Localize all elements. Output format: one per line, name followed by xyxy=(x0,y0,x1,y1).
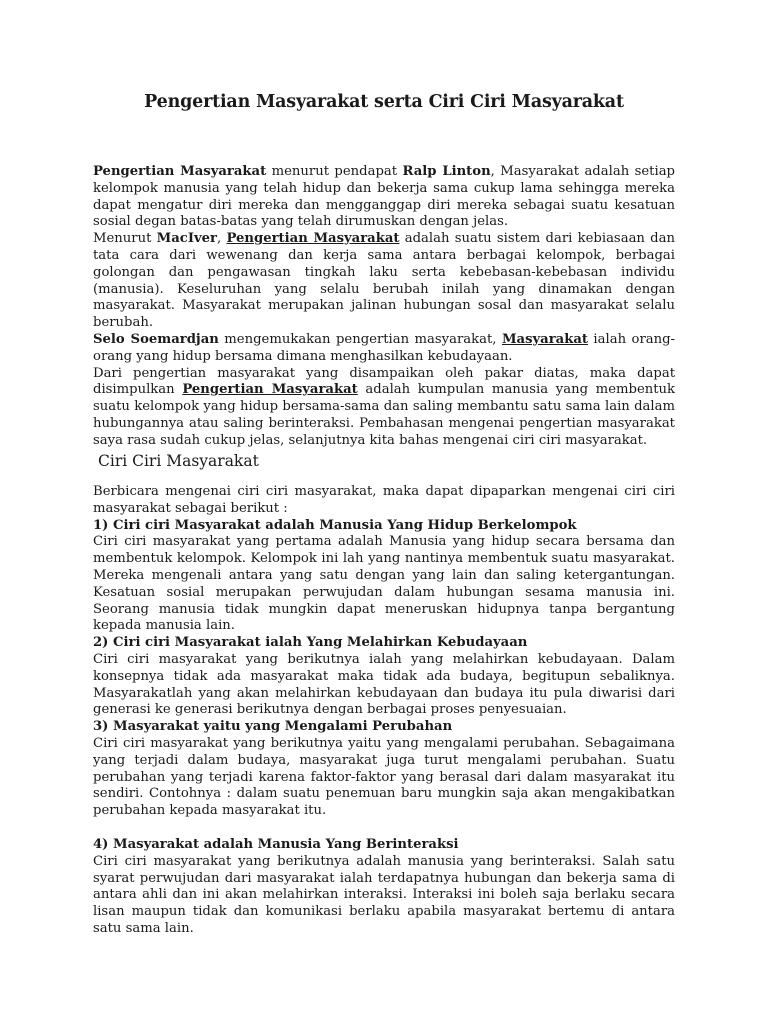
item-text-4: Ciri ciri masyarakat yang berikutnya adalah manusia yang berinteraksi. Salah satu syarat perwujudan dari masyarakat ialah terdapatnya hubungan dan bekerja sama di antara ahli dan ini akan melahirkan interaksi. Interaksi ini boleh saja berlaku secara lisan maupun tidak dan komunikasi berlaku apabila masyarakat bertemu di antara satu sama lain. xyxy=(93,853,675,936)
link-masyarakat[interactable]: Masyarakat xyxy=(501,331,588,347)
intro-p1-text-a: menurut pendapat xyxy=(266,164,403,179)
item-text-1: Ciri ciri masyarakat yang pertama adalah Manusia yang hidup secara bersama dan membentuk kelompok. Kelompok ini lah yang nantinya membentuk suatu masyarakat. Mereka mengenali antara yang satu dengan yang lain dan saling ketergantungan. Kesatuan sosial merupakan perwujudan dalam hubungan sesama manusia ini. Seorang manusia tidak mungkin dapat meneruskan hidupnya tanpa bergantung kepada manusia lain. xyxy=(93,534,675,634)
document-title: Pengertian Masyarakat serta Ciri Ciri Masyarakat xyxy=(144,92,624,112)
intro-p3-text-b: ialah orang-orang yang hidup bersama dimana menghasilkan kebudayaan. xyxy=(93,331,675,364)
intro-p3-text-a: mengemukakan pengertian masyarakat, xyxy=(218,331,502,347)
author-selo-soemardjan: Selo Soemardjan xyxy=(93,331,219,347)
intro-p2-text-c: adalah suatu sistem dari kebiasaan dan tata cara dari wewenang dan kerja sama antara berbagai kelompok, berbagai golongan dan pengawasan tingkah laku serta kebebasan-kebebasan individu (manusia). Keseluruhan yang selalu berubah inilah yang dinamakan dengan masyarakat. Masyarakat merupakan jalinan hubungan sosal dan masyarakat selalu berubah. xyxy=(93,231,675,331)
item-heading-1: 1) Ciri ciri Masyarakat adalah Manusia Yang Hidup Berkelompok xyxy=(93,517,577,533)
intro-p2-text-b: , xyxy=(217,231,227,247)
ciri-ciri-section xyxy=(93,484,675,938)
intro-paragraph-1 xyxy=(93,164,675,231)
term-pengertian-masyarakat: Pengertian Masyarakat xyxy=(93,164,267,179)
section-lead: Berbicara mengenai ciri ciri masyarakat, maka dapat dipaparkan mengenai ciri ciri masyarakat sebagai berikut : xyxy=(93,484,675,516)
section-heading: Ciri Ciri Masyarakat xyxy=(98,452,259,470)
item-heading-3: 3) Masyarakat yaitu yang Mengalami Perubahan xyxy=(93,719,453,735)
intro-paragraph-3 xyxy=(93,332,675,366)
link-pengertian-masyarakat-1[interactable]: Pengertian Masyarakat xyxy=(226,231,400,247)
intro-p1-text-b: , Masyarakat adalah setiap kelompok manusia yang telah hidup dan bekerja sama cukup lama sehingga mereka dapat mengatur diri mereka dan mengganggap diri mereka sebagai suatu kesatuan sosial degan batas-batas yang telah dirumuskan dengan jelas. xyxy=(93,164,675,230)
item-heading-2: 2) Ciri ciri Masyarakat ialah Yang Melahirkan Kebudayaan xyxy=(93,635,528,651)
item-text-3: Ciri ciri masyarakat yang berikutnya yaitu yang mengalami perubahan. Sebagaimana yang terjadi dalam budaya, masyarakat juga turut mengalami perubahan. Suatu perubahan yang terjadi karena faktor-faktor yang berasal dari dalam masyarakat itu sendiri. Contohnya : dalam suatu penemuan baru mungkin saja akan mengakibatkan perubahan kepada masyarakat itu. xyxy=(93,735,675,819)
intro-section xyxy=(93,164,675,450)
author-ralp-linton: Ralp Linton xyxy=(402,164,491,179)
item-heading-4: 4) Masyarakat adalah Manusia Yang Berinteraksi xyxy=(93,836,459,852)
item-text-2: Ciri ciri masyarakat yang berikutnya ialah yang melahirkan kebudayaan. Dalam konsepnya tidak ada masyarakat maka tidak ada budaya, begitupun sebaliknya. Masyarakatlah yang akan melahirkan kebudayaan dan budaya itu pula diwarisi dari generasi ke generasi berikutnya dengan berbagai proses penyesuaian. xyxy=(93,651,675,718)
spacer xyxy=(93,820,675,837)
intro-paragraph-4 xyxy=(93,366,675,450)
link-pengertian-masyarakat-2[interactable]: Pengertian Masyarakat xyxy=(182,382,358,398)
author-maciver: MacIver xyxy=(156,231,217,247)
intro-p2-text-a: Menurut xyxy=(93,231,157,247)
intro-p4-text-b: adalah kumpulan manusia yang membentuk suatu kelompok yang hidup bersama-sama dan saling membantu satu sama lain dalam hubungannya atau saling berinteraksi. Pembahasan mengenai pengertian masyarakat saya rasa sudah cukup jelas, selanjutnya kita bahas mengenai ciri ciri masyarakat. xyxy=(93,382,676,448)
intro-paragraph-2 xyxy=(93,231,675,332)
intro-p4-text-a: Dari pengertian masyarakat yang disampaikan oleh pakar diatas, maka dapat disimpulkan xyxy=(93,365,675,398)
